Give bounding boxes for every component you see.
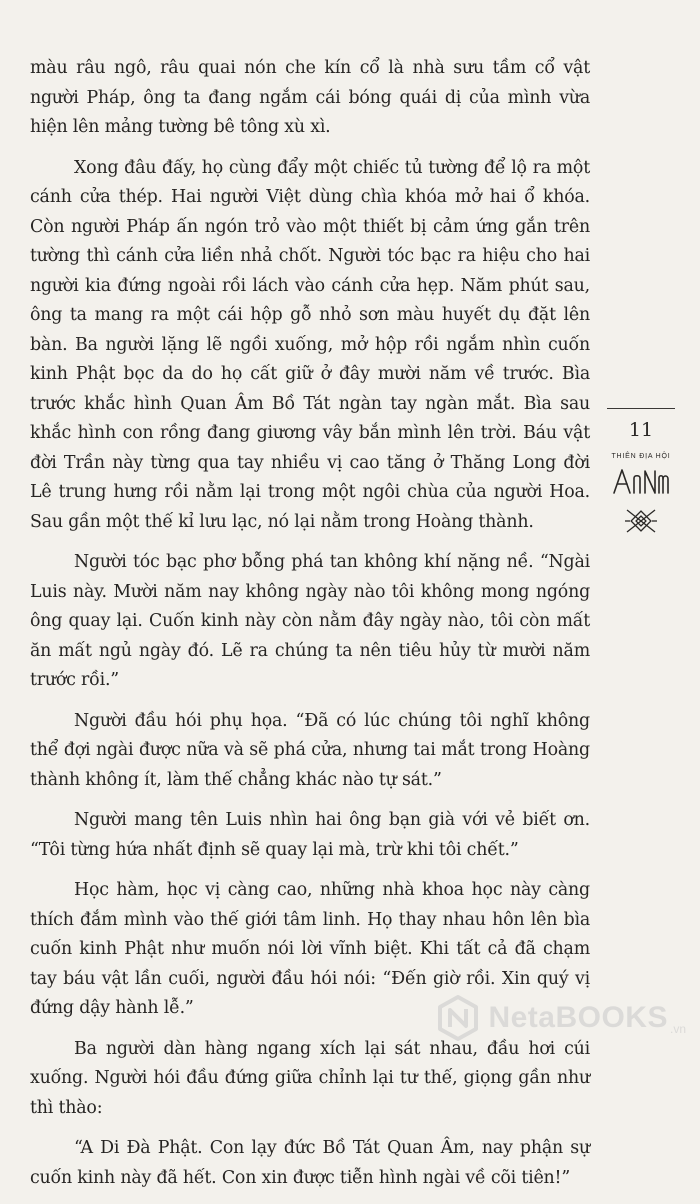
netabooks-hexagon-logo	[436, 994, 480, 1042]
paragraph: “A Di Đà Phật. Con lạy đức Bồ Tát Quan Âm, nay phận sự cuốn kinh này đã hết. Con xin được tiễn hình ngài về cõi tiên!”	[30, 1138, 590, 1188]
page-marker	[603, 408, 679, 536]
paragraph: Xong đâu đấy, họ cùng đẩy một chiếc tủ tường để lộ ra một cánh cửa thép. Hai người Việt dùng chìa khóa mở hai ổ khóa. Còn người Pháp ấn ngón trỏ vào một thiết bị cảm ứng gắn trên tường thì cánh cửa liền nhả chốt. Người tóc bạc ra hiệu cho hai người kia đứng ngoài rồi lách vào cánh cửa hẹp. Năm phút sau, ông ta mang ra một cái hộp gỗ nhỏ sơn màu huyết dụ đặt lên bàn. Ba người lặng lẽ ngồi xuống, mở hộp rồi ngắm nhìn cuốn kinh Phật bọc da do họ cất giữ ở đây mười năm về trước. Bìa trước khắc hình Quan Âm Bồ Tát ngàn tay ngàn mắt. Bìa sau khắc hình con rồng đang giương vây bắn mình lên trời. Báu vật đời Trần này từng qua tay nhiều vị cao tăng ở Thăng Long đời Lê trung hưng rồi nằm lại trong một ngôi chùa của người Hoa. Sau gần một thế kỉ lưu lạc, nó lại nằm trong Hoàng thành.	[30, 157, 590, 532]
watermark	[436, 994, 686, 1042]
series-label: THIÊN ĐỊA HỘI	[611, 453, 671, 460]
paragraph: Người đầu hói phụ họa. “Đã có lúc chúng tôi nghĩ không thể đợi ngài được nữa và sẽ phá cửa, nhưng tai mắt trong Hoàng thành không ít, làm thế chẳng khác nào tự sát.”	[30, 710, 590, 790]
an-nam-logo	[610, 466, 672, 496]
crossed-diamond-emblem-icon	[623, 506, 659, 536]
paragraph: Người mang tên Luis nhìn hai ông bạn già với vẻ biết ơn. “Tôi từng hứa nhất định sẽ quay lại mà, trừ khi tôi chết.”	[30, 810, 590, 860]
divider	[607, 408, 675, 409]
paragraph: màu râu ngô, râu quai nón che kín cổ là nhà sưu tầm cổ vật người Pháp, ông ta đang ngắm cái bóng quái dị của mình vừa hiện lên mảng tường bê tông xù xì.	[30, 58, 590, 137]
watermark-brand: NetaBOOKS	[488, 1001, 668, 1034]
paragraph: Học hàm, học vị càng cao, những nhà khoa học này càng thích đắm mình vào thế giới tâm linh. Họ thay nhau hôn lên bìa cuốn kinh Phật như muốn nói lời vĩnh biệt. Khi tất cả đã chạm tay báu vật lần cuối, người đầu hói nói: “Đến giờ rồi. Xin quý vị đứng dậy hành lễ.”	[30, 880, 590, 1018]
watermark-suffix: .vn	[669, 1022, 686, 1036]
page-number: 11	[628, 419, 654, 441]
paragraph: Người tóc bạc phơ bỗng phá tan không khí nặng nề. “Ngài Luis này. Mười năm nay không ngày nào tôi không mong ngóng ông quay lại. Cuốn kinh này còn nằm đây ngày nào, tôi còn mất ăn mất ngủ ngày đó. Lẽ ra chúng ta nên tiêu hủy từ mười năm trước rồi.”	[30, 552, 590, 690]
paragraph: Ba người dàn hàng ngang xích lại sát nhau, đầu hơi cúi xuống. Người hói đầu đứng giữa chỉnh lại tư thế, giọng gần như thì thào:	[30, 1038, 590, 1118]
